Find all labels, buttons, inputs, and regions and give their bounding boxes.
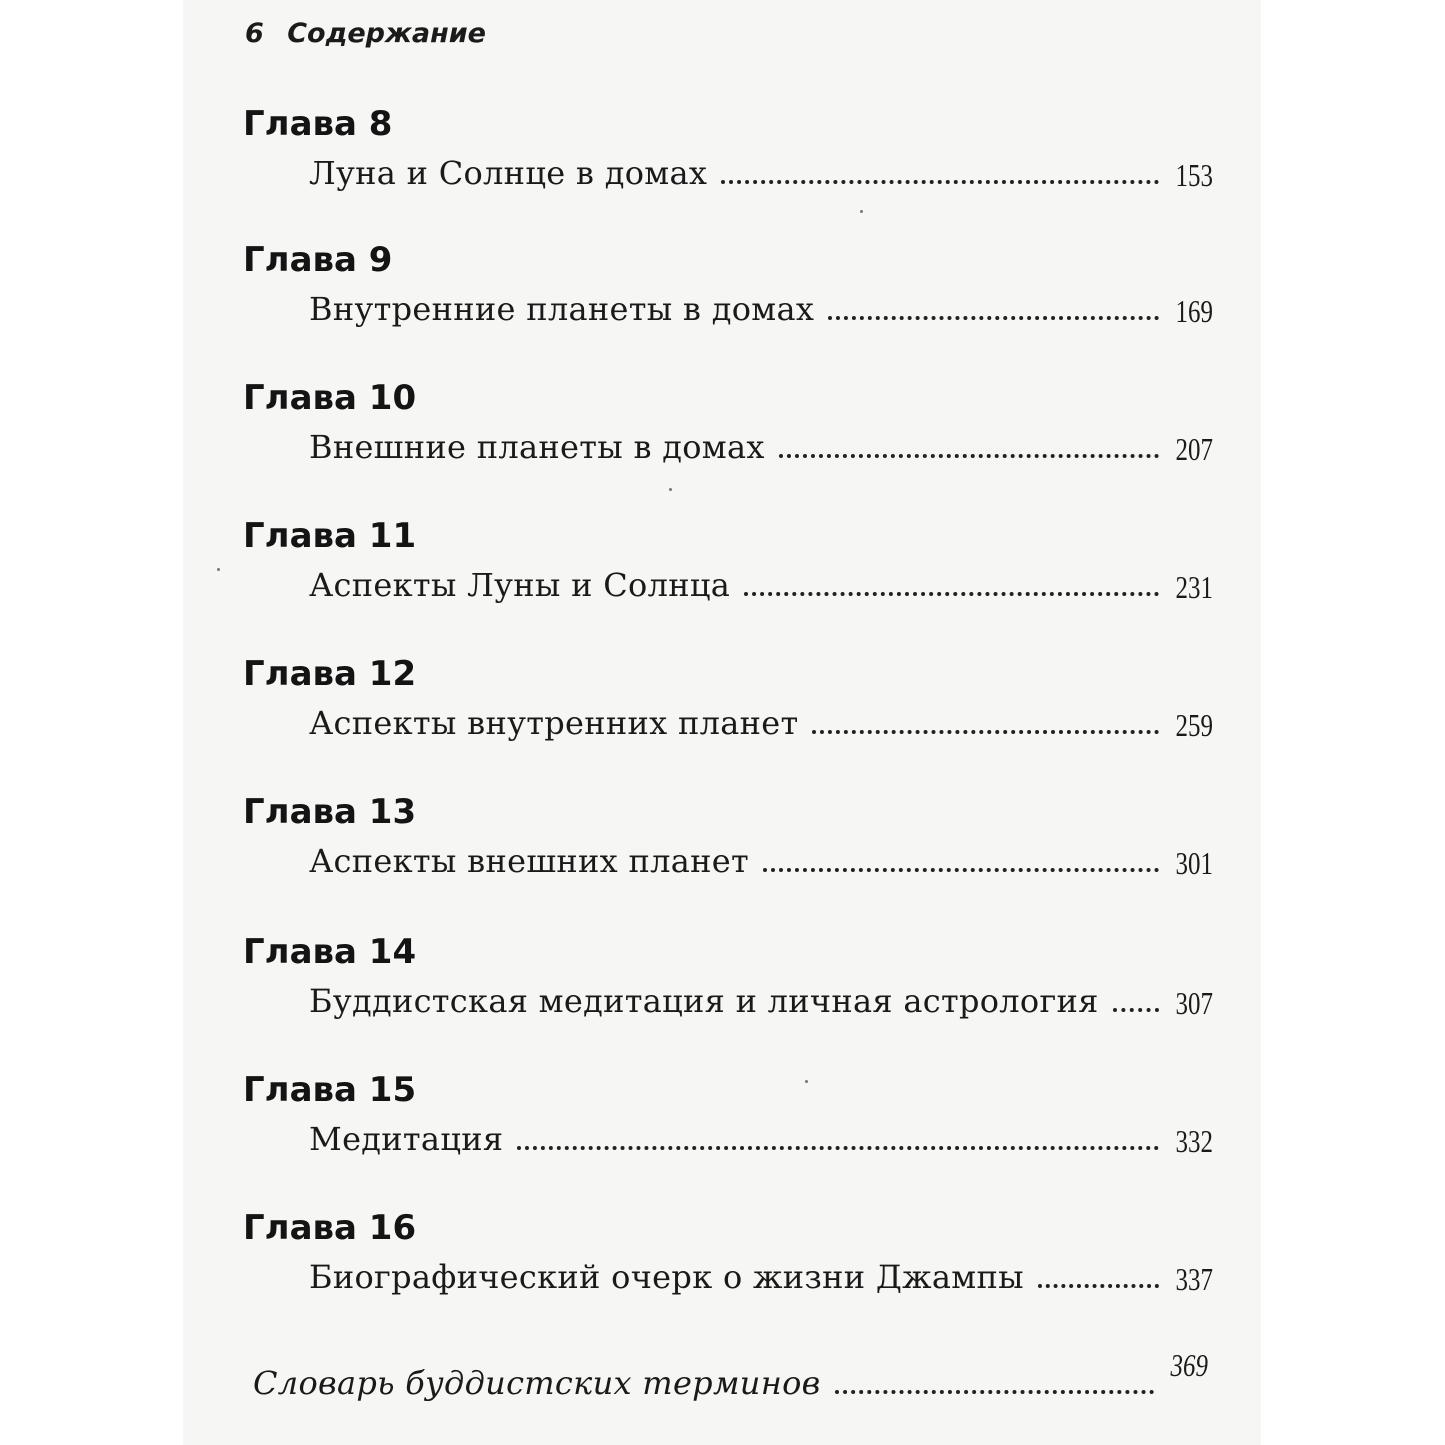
running-head-title: Содержание bbox=[287, 18, 486, 49]
paper-speck bbox=[217, 568, 220, 571]
toc-entry-glossary[interactable] bbox=[253, 1347, 1208, 1402]
entry-title: Медитация bbox=[309, 1120, 504, 1158]
entry-title: Аспекты внешних планет bbox=[309, 842, 749, 880]
toc-entry[interactable] bbox=[309, 834, 1213, 880]
chapter-heading: Глава 10 bbox=[243, 378, 417, 418]
entry-page-number: 153 bbox=[1175, 157, 1213, 193]
toc-entry[interactable] bbox=[309, 558, 1213, 604]
chapter-heading: Глава 14 bbox=[243, 932, 417, 972]
toc-entry[interactable] bbox=[309, 146, 1213, 192]
chapter-heading: Глава 9 bbox=[243, 240, 393, 280]
paper-speck bbox=[669, 488, 672, 491]
entry-page-number: 301 bbox=[1175, 845, 1213, 881]
chapter-heading: Глава 8 bbox=[243, 104, 393, 144]
dot-leader bbox=[812, 730, 1159, 734]
entry-page-number: 169 bbox=[1175, 293, 1213, 329]
dot-leader bbox=[1113, 1008, 1159, 1012]
glossary-page-number: 369 bbox=[1170, 1347, 1208, 1383]
chapter-heading: Глава 11 bbox=[243, 516, 417, 556]
toc-entry[interactable] bbox=[309, 1112, 1213, 1158]
entry-page-number: 207 bbox=[1175, 431, 1213, 467]
entry-title: Луна и Солнце в домах bbox=[309, 154, 708, 192]
entry-page-number: 307 bbox=[1175, 985, 1213, 1021]
entry-title: Биографический очерк о жизни Джампы bbox=[309, 1258, 1024, 1296]
paper-speck bbox=[860, 210, 863, 213]
running-head bbox=[245, 18, 486, 49]
entry-title: Внутренние планеты в домах bbox=[309, 290, 815, 328]
chapter-heading: Глава 13 bbox=[243, 792, 417, 832]
dot-leader bbox=[517, 1146, 1159, 1150]
entry-title: Аспекты Луны и Солнца bbox=[309, 566, 731, 604]
dot-leader bbox=[828, 316, 1159, 320]
entry-page-number: 332 bbox=[1175, 1123, 1213, 1159]
toc-entry[interactable] bbox=[309, 974, 1213, 1020]
chapter-heading: Глава 12 bbox=[243, 654, 417, 694]
entry-page-number: 337 bbox=[1175, 1261, 1213, 1297]
dot-leader bbox=[744, 592, 1159, 596]
dot-leader bbox=[779, 454, 1159, 458]
running-head-page-number: 6 bbox=[245, 18, 264, 49]
entry-title: Внешние планеты в домах bbox=[309, 428, 765, 466]
chapter-heading: Глава 15 bbox=[243, 1070, 417, 1110]
toc-entry[interactable] bbox=[309, 282, 1213, 328]
dot-leader bbox=[721, 180, 1159, 184]
entry-page-number: 259 bbox=[1175, 707, 1213, 743]
toc-entry[interactable] bbox=[309, 696, 1213, 742]
dot-leader bbox=[835, 1390, 1154, 1394]
entry-title: Аспекты внутренних планет bbox=[309, 704, 799, 742]
toc-entry[interactable] bbox=[309, 1250, 1213, 1296]
entry-title: Буддистская медитация и личная астрология bbox=[309, 982, 1099, 1020]
dot-leader bbox=[763, 868, 1159, 872]
paper-speck bbox=[805, 1080, 808, 1083]
entry-page-number: 231 bbox=[1175, 569, 1213, 605]
glossary-title: Словарь буддистских терминов bbox=[253, 1364, 821, 1402]
chapter-heading: Глава 16 bbox=[243, 1208, 417, 1248]
toc-entry[interactable] bbox=[309, 420, 1213, 466]
book-page bbox=[183, 0, 1261, 1445]
dot-leader bbox=[1038, 1284, 1159, 1288]
